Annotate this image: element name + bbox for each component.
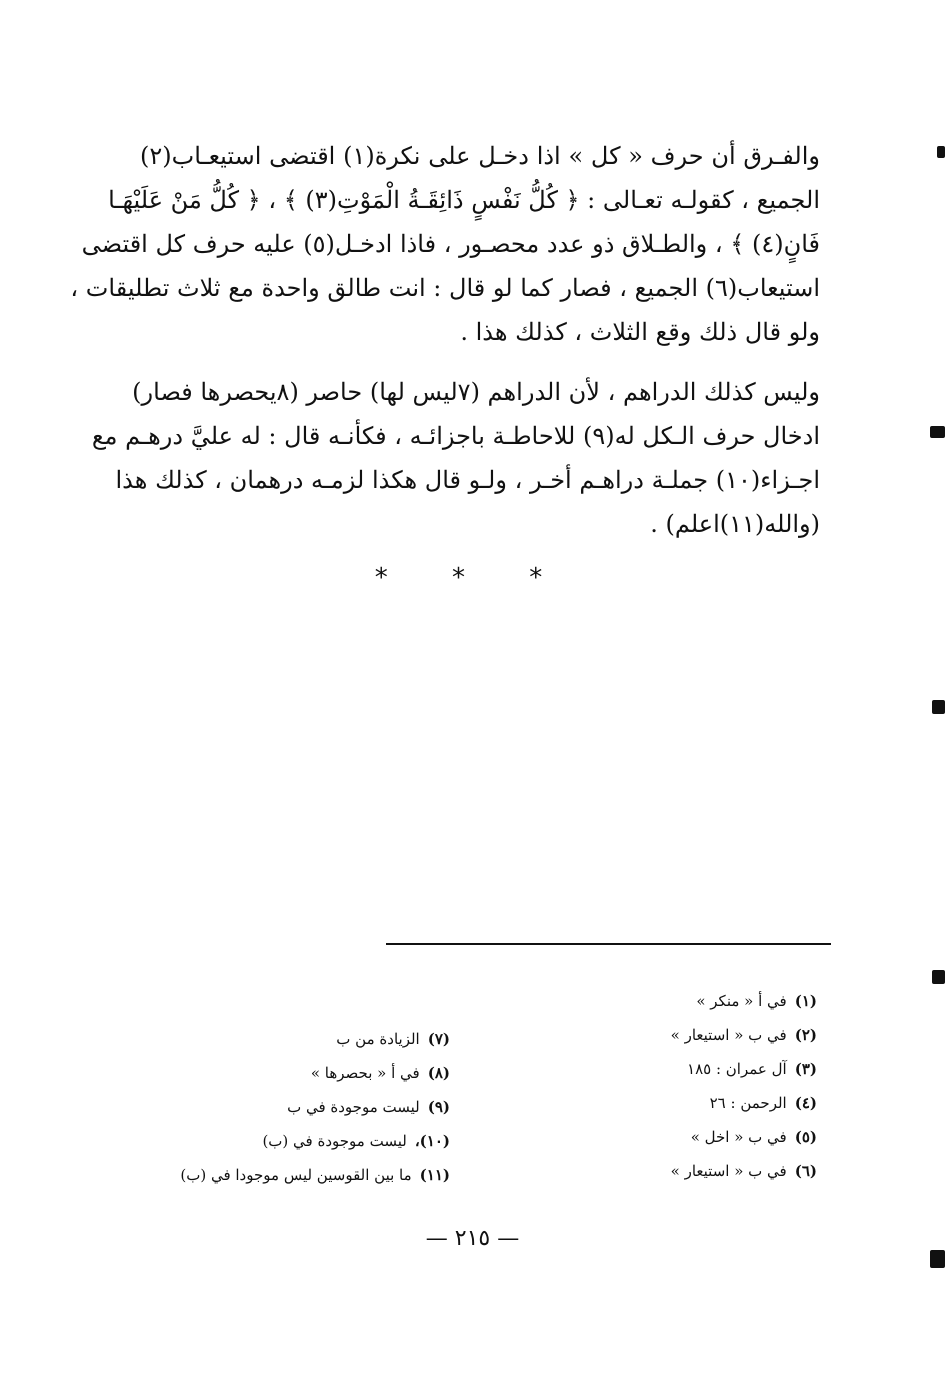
- page-number: — ٢١٥ —: [425, 1226, 520, 1251]
- text-line: فَانٍ(٤) ﴾ ، والطـلاق ذو عدد محصـور ، فاذا ادخـل(٥) عليه حرف كل اقتضى: [81, 230, 820, 258]
- paragraph-1: [70, 134, 821, 354]
- footnote-item: [557, 1052, 817, 1086]
- section-separator: * * *: [374, 563, 571, 593]
- footnote-item: [557, 1086, 817, 1120]
- footnote-item: [130, 1056, 450, 1090]
- footnote-text: الرحمن : ٢٦: [709, 1094, 787, 1112]
- paragraph-2: [91, 370, 820, 546]
- footnote-item: [557, 1154, 817, 1188]
- text-line: ادخال حرف الـكل له(٩) للاحاطـة باجزائـه ، فكأنـه قال : له عليَّ درهـم مع: [91, 422, 820, 450]
- footnote-number: (١١): [419, 1166, 450, 1184]
- footnote-text: في ب « استيعار »: [670, 1162, 787, 1180]
- footnote-text: ما بين القوسين ليس موجودا في (ب): [180, 1166, 412, 1184]
- footnote-item: [557, 1018, 817, 1052]
- scan-edge-mark: [930, 1250, 945, 1268]
- footnote-item: [130, 1124, 450, 1158]
- text-line: اجـزاء(١٠) جملـة دراهـم أخـر ، ولـو قال هكذا لزمـه درهمان ، كذلك هذا: [115, 466, 820, 494]
- footnote-text: الزيادة من ب: [336, 1030, 420, 1048]
- footnote-number: (١): [794, 992, 817, 1010]
- footnote-number: (٩): [427, 1098, 450, 1116]
- scan-edge-mark: [937, 146, 945, 158]
- footnote-number: (٣): [794, 1060, 817, 1078]
- footnote-text: ليست موجودة في (ب): [262, 1132, 407, 1150]
- text-line: ولو قال ذلك وقع الثلاث ، كذلك هذا .: [460, 318, 820, 346]
- footnote-item: [130, 1158, 450, 1192]
- footnote-divider: [386, 943, 831, 945]
- text-line: وليس كذلك الدراهم ، لأن الدراهم (٧ليس لها) حاصر (٨يحصرها فصار): [132, 378, 820, 406]
- footnote-text: في أ « بحصرها »: [310, 1064, 420, 1082]
- footnote-item: [557, 984, 817, 1018]
- footnote-number: (٨): [427, 1064, 450, 1082]
- text-line: استيعاب(٦) الجميع ، فصار كما لو قال : انت طالق واحدة مع ثلاث تطليقات ،: [70, 274, 820, 302]
- footnote-text: ليست موجودة في ب: [287, 1098, 420, 1116]
- footnotes-right-column: [557, 984, 817, 1188]
- scan-edge-mark: [932, 700, 945, 714]
- footnote-number: (٢): [794, 1026, 817, 1044]
- footnote-number: (٥): [794, 1128, 817, 1146]
- footnote-text: آل عمران : ١٨٥: [687, 1060, 787, 1078]
- footnote-text: في أ « منكر »: [696, 992, 787, 1010]
- text-line: والفـرق أن حرف « كل » اذا دخـل على نكرة(١) اقتضى استيعـاب(٢): [140, 142, 821, 170]
- footnote-text: في ب « استيعار »: [670, 1026, 787, 1044]
- text-line: (والله(١١)اعلم) .: [650, 510, 820, 538]
- footnote-number: (١٠)،: [414, 1132, 450, 1150]
- scan-edge-mark: [930, 426, 945, 438]
- footnote-item: [130, 1090, 450, 1124]
- text-line: الجميع ، كقولـه تعـالى : ﴿ كُلُّ نَفْسٍ ذَائِقَـةُ الْمَوْتِ(٣) ﴾ ، ﴿ كُلُّ مَنْ عَلَيْهَـا: [108, 186, 820, 214]
- scan-edge-mark: [932, 970, 945, 984]
- footnote-item: [557, 1120, 817, 1154]
- footnote-number: (٦): [794, 1162, 817, 1180]
- footnote-text: في ب « اخل »: [690, 1128, 787, 1146]
- footnote-item: [130, 1022, 450, 1056]
- footnote-number: (٧): [427, 1030, 450, 1048]
- footnotes-left-column: [130, 1022, 450, 1192]
- footnote-number: (٤): [794, 1094, 817, 1112]
